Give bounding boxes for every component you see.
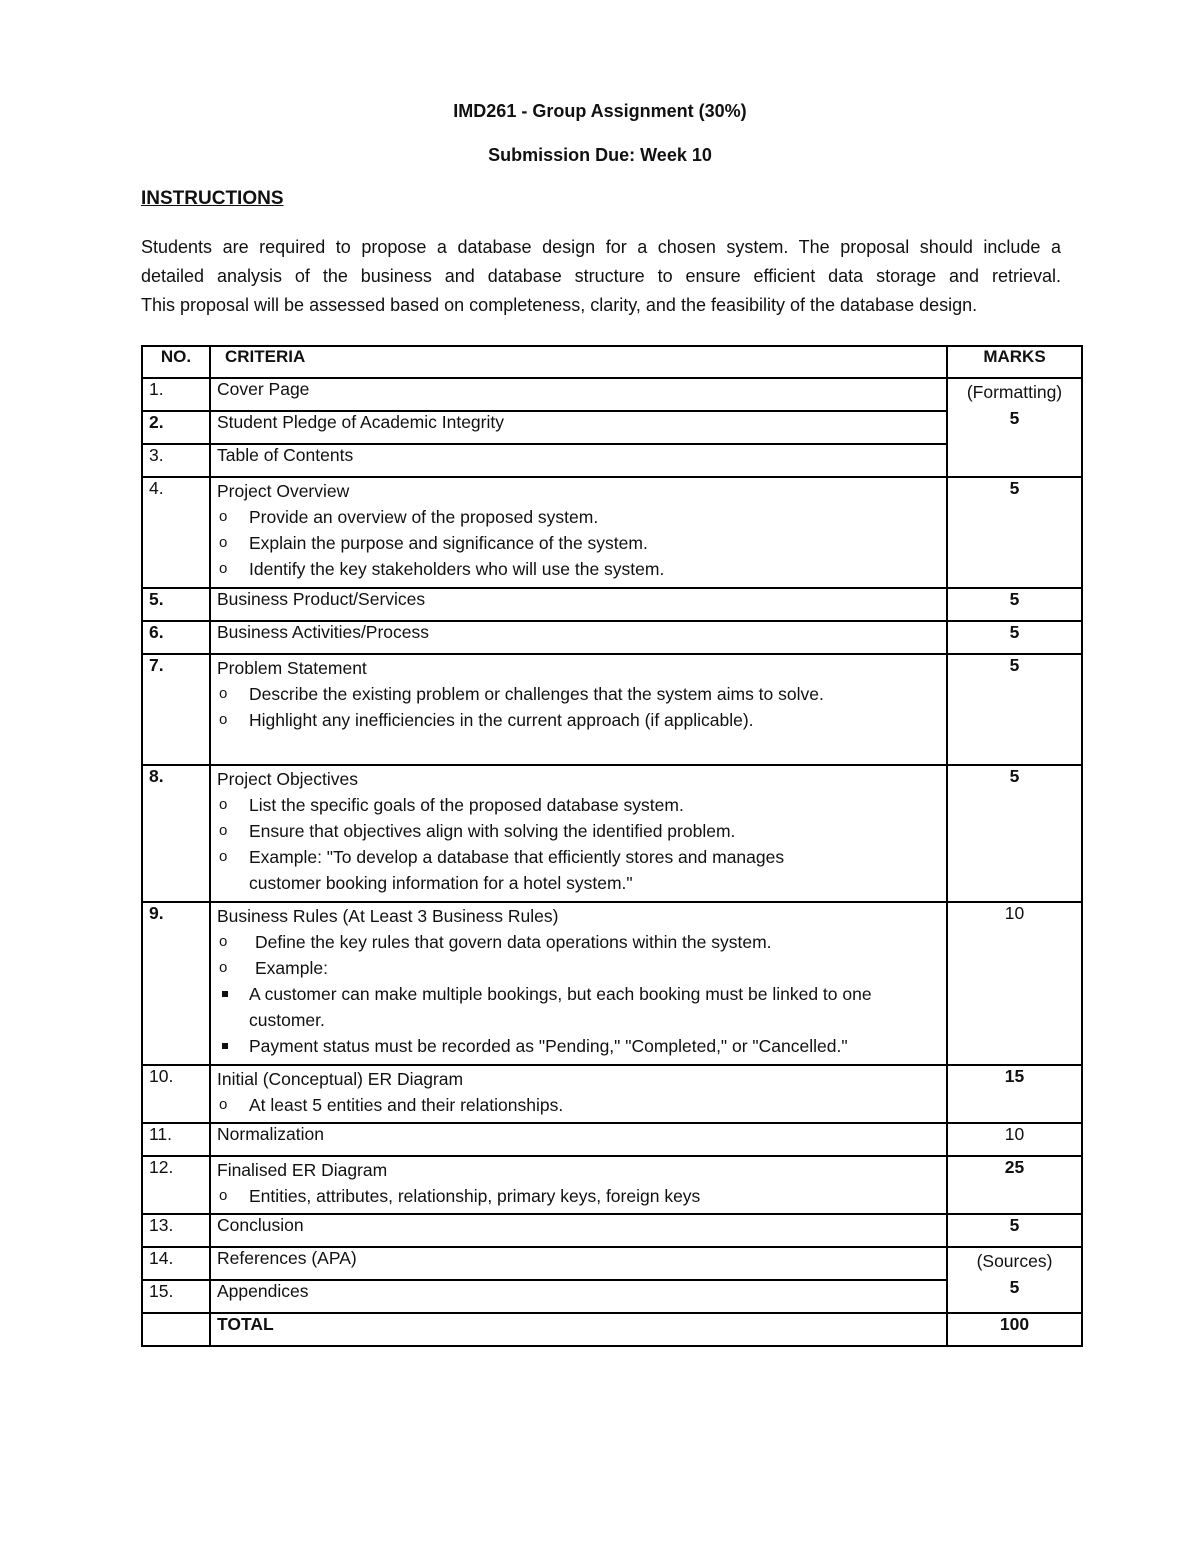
table-row [142, 654, 1082, 765]
sub-list [217, 1092, 940, 1118]
circle-bullet-icon: o [219, 711, 228, 728]
criteria-title: Project Overview [217, 481, 350, 501]
sub-item: o Define the key rules that govern data operations within the system. [217, 929, 940, 955]
criteria-cell: Conclusion [210, 1214, 947, 1247]
row-number: 6. [142, 621, 210, 654]
row-number: 1. [142, 378, 210, 411]
formatting-value: 5 [1009, 408, 1020, 428]
circle-bullet-icon: o [219, 534, 228, 551]
sub-item: o Example: "To develop a database that efficiently stores and manages customer booking information for a hotel system." [217, 844, 940, 896]
marks-cell: 5 [947, 765, 1082, 902]
criteria-cell: Normalization [210, 1123, 947, 1156]
sub-item: o Highlight any inefficiencies in the current approach (if applicable). [217, 707, 940, 733]
row-number: 9. [142, 902, 210, 1065]
sub-list [217, 1183, 940, 1209]
sources-label: (Sources) [976, 1251, 1053, 1271]
instructions-paragraph [141, 233, 1061, 320]
marks-cell-formatting [947, 378, 1082, 477]
marks-cell: 5 [947, 588, 1082, 621]
row-number: 5. [142, 588, 210, 621]
total-value: 100 [947, 1313, 1082, 1346]
sub-item: Payment status must be recorded as "Pending," "Completed," or "Cancelled." [217, 1033, 940, 1059]
sub-item: o Ensure that objectives align with solving the identified problem. [217, 818, 940, 844]
criteria-cell [210, 1156, 947, 1214]
total-empty-cell [142, 1313, 210, 1346]
table-header-row [142, 346, 1082, 378]
marks-cell: 5 [947, 654, 1082, 765]
circle-bullet-icon: o [219, 560, 228, 577]
table-row [142, 1065, 1082, 1123]
marks-cell: 25 [947, 1156, 1082, 1214]
sub-item: o Explain the purpose and significance of the system. [217, 530, 940, 556]
table-row [142, 1123, 1082, 1156]
criteria-table [141, 345, 1083, 1347]
circle-bullet-icon: o [219, 508, 228, 525]
row-number: 8. [142, 765, 210, 902]
circle-bullet-icon: o [219, 685, 228, 702]
circle-bullet-icon: o [219, 959, 228, 976]
circle-bullet-icon: o [219, 1096, 228, 1113]
table-row [142, 1247, 1082, 1280]
marks-cell-sources [947, 1247, 1082, 1313]
marks-cell: 10 [947, 902, 1082, 1065]
sub-list [217, 792, 940, 896]
document-title: IMD261 - Group Assignment (30%) [453, 101, 747, 121]
criteria-cell [210, 902, 947, 1065]
criteria-cell: Business Activities/Process [210, 621, 947, 654]
marks-cell: 5 [947, 1214, 1082, 1247]
square-bullet-icon [222, 991, 228, 997]
sub-list [217, 929, 940, 1059]
marks-cell: 15 [947, 1065, 1082, 1123]
circle-bullet-icon: o [219, 1187, 228, 1204]
marks-cell: 5 [947, 477, 1082, 588]
criteria-cell [210, 477, 947, 588]
sub-item: o Provide an overview of the proposed system. [217, 504, 940, 530]
row-number: 13. [142, 1214, 210, 1247]
intro-line-2: detailed analysis of the business and database structure to ensure efficient data storage and retrieval. [141, 266, 1061, 286]
circle-bullet-icon: o [219, 933, 228, 950]
submission-due: Submission Due: Week 10 [488, 145, 712, 165]
circle-bullet-icon: o [219, 822, 228, 839]
table-row [142, 1156, 1082, 1214]
criteria-title: Business Rules (At Least 3 Business Rules) [217, 906, 559, 926]
criteria-cell: Business Product/Services [210, 588, 947, 621]
table-row [142, 765, 1082, 902]
sub-item: o At least 5 entities and their relationships. [217, 1092, 940, 1118]
sub-item: o Describe the existing problem or challenges that the system aims to solve. [217, 681, 940, 707]
total-label: TOTAL [210, 1313, 947, 1346]
header-no: NO. [142, 346, 210, 378]
sub-list [217, 504, 940, 582]
table-row [142, 378, 1082, 411]
header-criteria: CRITERIA [210, 346, 947, 378]
row-number: 12. [142, 1156, 210, 1214]
square-bullet-icon [222, 1043, 228, 1049]
criteria-cell [210, 1065, 947, 1123]
intro-line-3: This proposal will be assessed based on completeness, clarity, and the feasibility of the database design. [141, 295, 978, 315]
sub-item: o Example: [217, 955, 940, 981]
row-number: 3. [142, 444, 210, 477]
sub-item: A customer can make multiple bookings, but each booking must be linked to one customer. [217, 981, 940, 1033]
formatting-label: (Formatting) [966, 382, 1063, 402]
table-row [142, 588, 1082, 621]
criteria-title: Problem Statement [217, 658, 367, 678]
sources-value: 5 [1009, 1277, 1020, 1297]
table-row [142, 902, 1082, 1065]
criteria-cell [210, 765, 947, 902]
marks-cell: 5 [947, 621, 1082, 654]
header-marks: MARKS [947, 346, 1082, 378]
criteria-title: Project Objectives [217, 769, 359, 789]
criteria-title: Finalised ER Diagram [217, 1160, 388, 1180]
row-number: 15. [142, 1280, 210, 1313]
row-number: 2. [142, 411, 210, 444]
circle-bullet-icon: o [219, 848, 228, 865]
table-row [142, 621, 1082, 654]
row-number: 7. [142, 654, 210, 765]
intro-line-1: Students are required to propose a database design for a chosen system. The proposal should include a [141, 237, 1061, 257]
criteria-cell: Cover Page [210, 378, 947, 411]
criteria-title: Initial (Conceptual) ER Diagram [217, 1069, 464, 1089]
criteria-cell: Appendices [210, 1280, 947, 1313]
instructions-heading: INSTRUCTIONS [141, 188, 284, 209]
table-row [142, 411, 1082, 444]
criteria-cell: Student Pledge of Academic Integrity [210, 411, 947, 444]
row-number: 14. [142, 1247, 210, 1280]
table-row [142, 1214, 1082, 1247]
sub-item: o Entities, attributes, relationship, primary keys, foreign keys [217, 1183, 940, 1209]
criteria-cell [210, 654, 947, 765]
criteria-cell: Table of Contents [210, 444, 947, 477]
total-row [142, 1313, 1082, 1346]
table-row [142, 1280, 1082, 1313]
sub-item: o List the specific goals of the proposed database system. [217, 792, 940, 818]
circle-bullet-icon: o [219, 796, 228, 813]
row-number: 11. [142, 1123, 210, 1156]
sub-item: o Identify the key stakeholders who will use the system. [217, 556, 940, 582]
marks-cell: 10 [947, 1123, 1082, 1156]
table-row [142, 477, 1082, 588]
table-row [142, 444, 1082, 477]
sub-list [217, 681, 940, 733]
row-number: 10. [142, 1065, 210, 1123]
row-number: 4. [142, 477, 210, 588]
criteria-cell: References (APA) [210, 1247, 947, 1280]
